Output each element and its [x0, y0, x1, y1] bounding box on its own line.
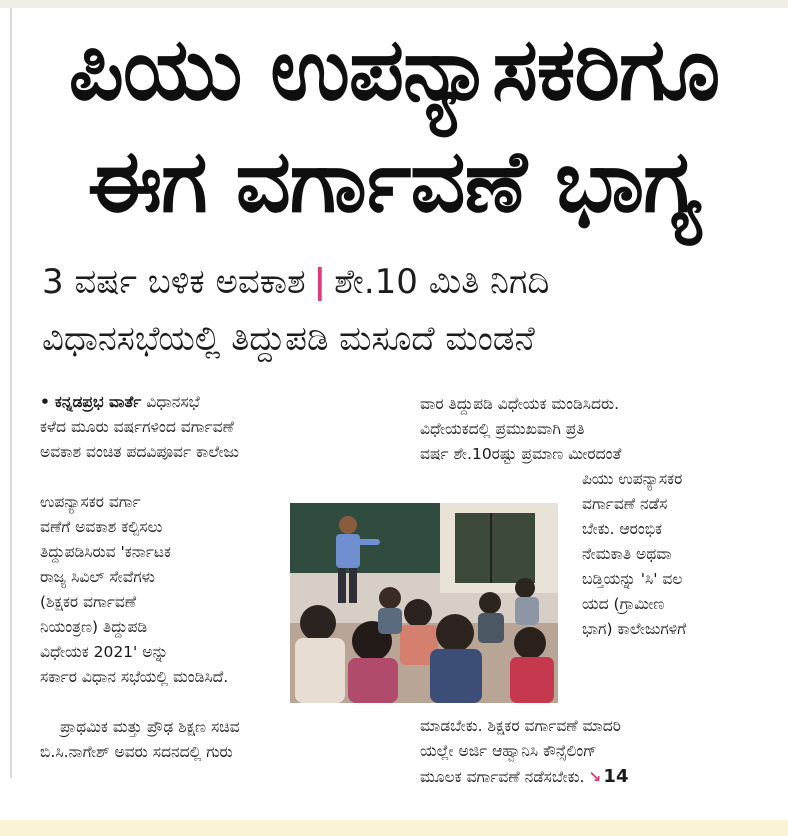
article-line: ನಿಯಂತ್ರಣ) ತಿದ್ದುಪಡಿ [40, 618, 148, 636]
article-line: ತಿದ್ದುಪಡಿಸಿರುವ 'ಕರ್ನಾಟಕ [40, 543, 171, 561]
article-column-2-bottom [420, 714, 780, 790]
continue-page-number[interactable]: 14 [603, 766, 629, 787]
dateline: ವಿಧಾನಸಭೆ [146, 393, 200, 411]
headline-line-2: ಈಗ ವರ್ಗಾವಣೆ ಭಾಗ್ಯ [87, 132, 701, 232]
article-line: ಭಾಗ) ಕಾಲೇಜುಗಳಿಗೆ [582, 620, 687, 638]
subheadline-line-1 [42, 262, 549, 302]
article-column-1-bottom [40, 715, 392, 765]
article-line: ಪಿಯು ಉಪನ್ಯಾಸಕರ [582, 470, 683, 488]
article-column-2-wrap [582, 467, 760, 642]
article-line: ಸರ್ಕಾರ ವಿಧಾನ ಸಭೆಯಲ್ಲಿ ಮಂಡಿಸಿದೆ. [40, 668, 229, 686]
subheadline-part-1: 3 ವರ್ಷ ಬಳಿಕ ಅವಕಾಶ [42, 262, 306, 302]
bottom-border [0, 820, 788, 836]
article-line: ವಣೆಗೆ ಅವಕಾಶ ಕಲ್ಪಿಸಲು [40, 518, 163, 536]
headline-line-1: ಪಿಯು ಉಪನ್ಯಾಸಕರಿಗೂ [68, 20, 720, 120]
article-column-1-wrap [40, 490, 246, 690]
bullet-icon: • [40, 393, 50, 411]
classroom-photo [290, 503, 558, 703]
classroom-photo-icon [290, 503, 558, 703]
column-rule [10, 8, 12, 778]
article-line: ಯಲ್ಲೇ ಅರ್ಜಿ ಆಹ್ವಾನಿಸಿ ಕೌನ್ಸೆಲಿಂಗ್ [420, 742, 597, 760]
subheadline-part-2: ಶೇ.10 ಮಿತಿ ನಿಗದಿ [334, 262, 550, 302]
article-line: ಪ್ರಾಥಮಿಕ ಮತ್ತು ಪ್ರೌಢ ಶಿಕ್ಷಣ ಸಚಿವ [60, 718, 240, 736]
continue-arrow-icon: ↘ [588, 768, 602, 786]
article-line: ವರ್ಷ ಶೇ.10ರಷ್ಟು ಪ್ರಮಾಣ ಮೀರದಂತೆ [420, 445, 622, 463]
article-line: ರಾಜ್ಯ ಸಿವಿಲ್ ಸೇವೆಗಳು [40, 568, 155, 586]
article-line: ಬಡ್ತಿಯನ್ನು 'ಸಿ' ವಲ [582, 570, 683, 588]
article-line: ನೇಮಕಾತಿ ಅಥವಾ [582, 545, 672, 563]
byline-row [40, 390, 392, 415]
article-column-2-top [420, 392, 760, 467]
article-line: ಉಪನ್ಯಾಸಕರ ವರ್ಗಾ [40, 493, 141, 511]
article-line: ಅವಕಾಶ ವಂಚಿತ ಪದವಿಪೂರ್ವ ಕಾಲೇಜು [40, 443, 239, 461]
article-line: ಬಿ.ಸಿ.ನಾಗೇಶ್ ಅವರು ಸದನದಲ್ಲಿ ಗುರು [40, 743, 233, 761]
article-line: ಮೂಲಕ ವರ್ಗಾವಣೆ ನಡೆಸಬೇಕು. [420, 768, 585, 786]
subheadline-line-2: ವಿಧಾನಸಭೆಯಲ್ಲಿ ತಿದ್ದುಪಡಿ ಮಸೂದೆ ಮಂಡನೆ [42, 319, 535, 359]
article-line: ವಿಧೇಯಕ 2021' ಅನ್ನು [40, 643, 169, 661]
article-line-last [420, 764, 780, 790]
top-border [0, 0, 788, 8]
article-column-1-top [40, 390, 392, 465]
subheadline-separator: | [313, 262, 327, 302]
article-line: ವರ್ಗಾವಣೆ ನಡೆಸ [582, 495, 668, 513]
article-line: ಬೇಕು. ಆರಂಭಿಕ [582, 520, 663, 538]
article-line: (ಶಿಕ್ಷಕರ ವರ್ಗಾವಣೆ [40, 593, 137, 611]
article-line: ವಾರ ತಿದ್ದುಪಡಿ ವಿಧೇಯಕ ಮಂಡಿಸಿದರು. [420, 395, 620, 413]
article-line: ಯದ (ಗ್ರಾಮೀಣ [582, 595, 665, 613]
article-line: ಮಾಡಬೇಕು. ಶಿಕ್ಷಕರ ವರ್ಗಾವಣೆ ಮಾದರಿ [420, 717, 621, 735]
article-line: ಕಳೆದ ಮೂರು ವರ್ಷಗಳಿಂದ ವರ್ಗಾವಣೆ [40, 418, 234, 436]
article-line: ವಿಧೇಯಕದಲ್ಲಿ ಪ್ರಮುಖವಾಗಿ ಪ್ರತಿ [420, 420, 585, 438]
byline: ಕನ್ನಡಪ್ರಭ ವಾರ್ತೆ [54, 393, 142, 411]
